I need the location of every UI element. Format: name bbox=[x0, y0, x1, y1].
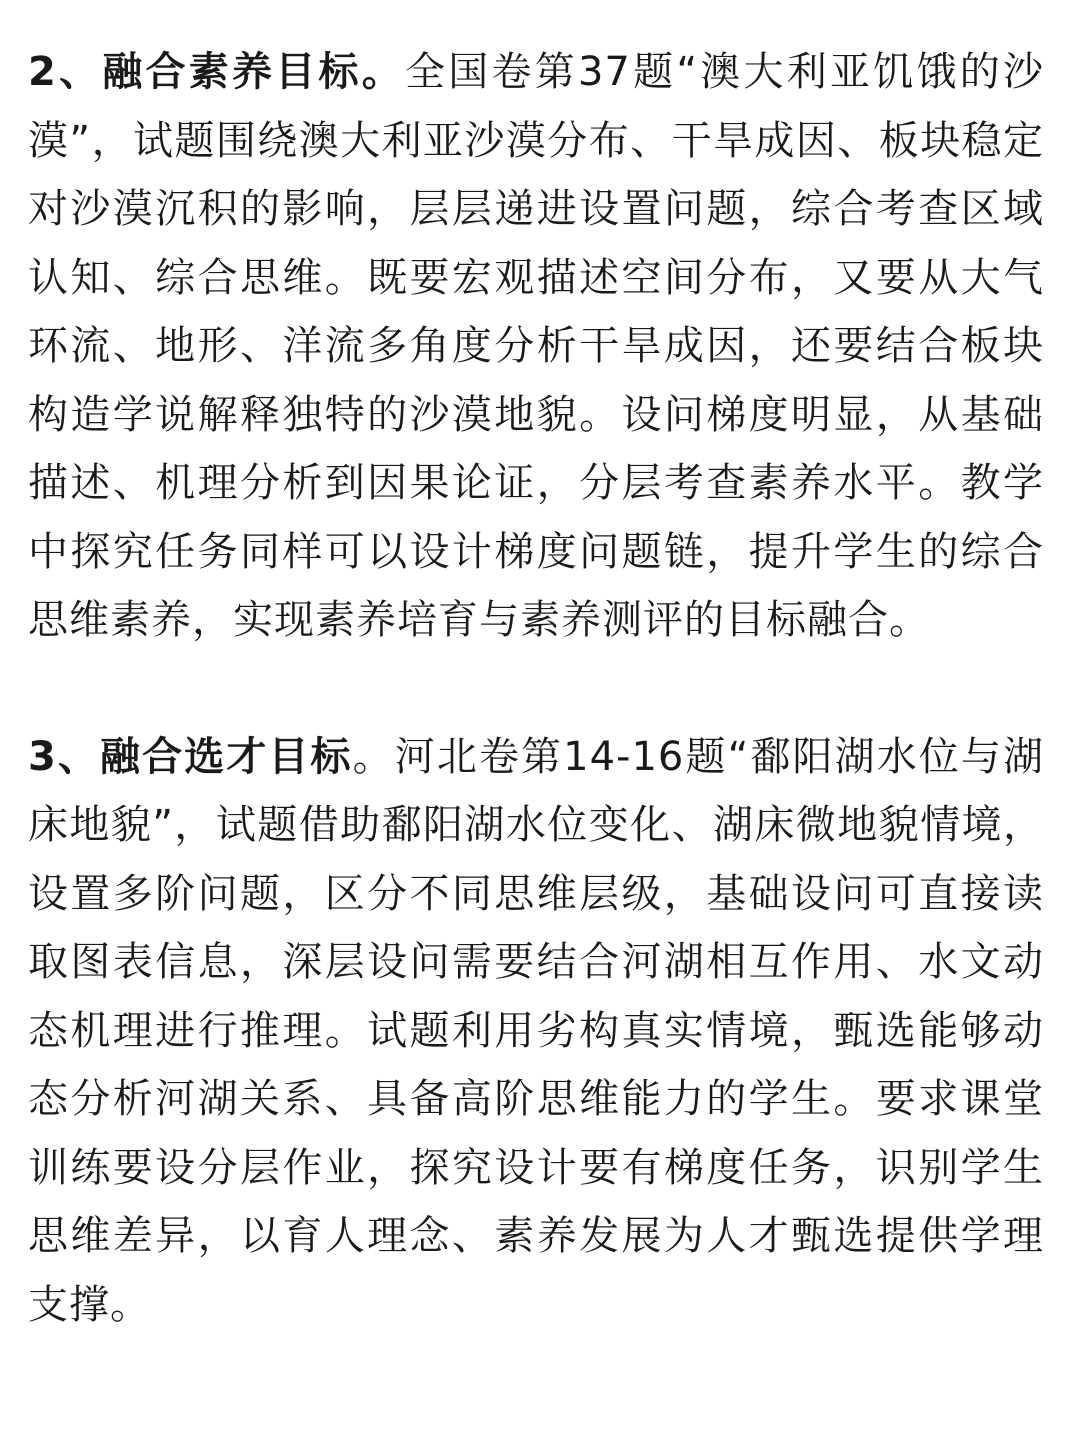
paragraph-selection-goal bbox=[28, 723, 1044, 1340]
paragraph-text: 。河北卷第14-16题“鄱阳湖水位与湖床地貌”，试题借助鄱阳湖水位变化、湖床微地貌情境，设置多阶问题，区分不同思维层级，基础设问可直接读取图表信息，深层设问需要结合河湖相互作用、水文动态机理进行推理。试题利用劣构真实情境，甄选能够动态分析河湖关系、具备高阶思维能力的学生。要求课堂训练要设分层作业，探究设计要有梯度任务，识别学生思维差异，以育人理念、素养发展为人才甄选提供学理支撑。 bbox=[28, 733, 1044, 1328]
paragraph-literacy-goal bbox=[28, 38, 1044, 655]
paragraph-text: 全国卷第37题“澳大利亚饥饿的沙漠”，试题围绕澳大利亚沙漠分布、干旱成因、板块稳定对沙漠沉积的影响，层层递进设置问题，综合考查区域认知、综合思维。既要宏观描述空间分布，又要从大气环流、地形、洋流多角度分析干旱成因，还要结合板块构造学说解释独特的沙漠地貌。设问梯度明显，从基础描述、机理分析到因果论证，分层考查素养水平。教学中探究任务同样可以设计梯度问题链，提升学生的综合思维素养，实现素养培育与素养测评的目标融合。 bbox=[28, 49, 1044, 643]
paragraph-heading: 2、融合素养目标。 bbox=[28, 49, 405, 95]
paragraph-heading: 3、融合选才目标 bbox=[28, 733, 353, 780]
